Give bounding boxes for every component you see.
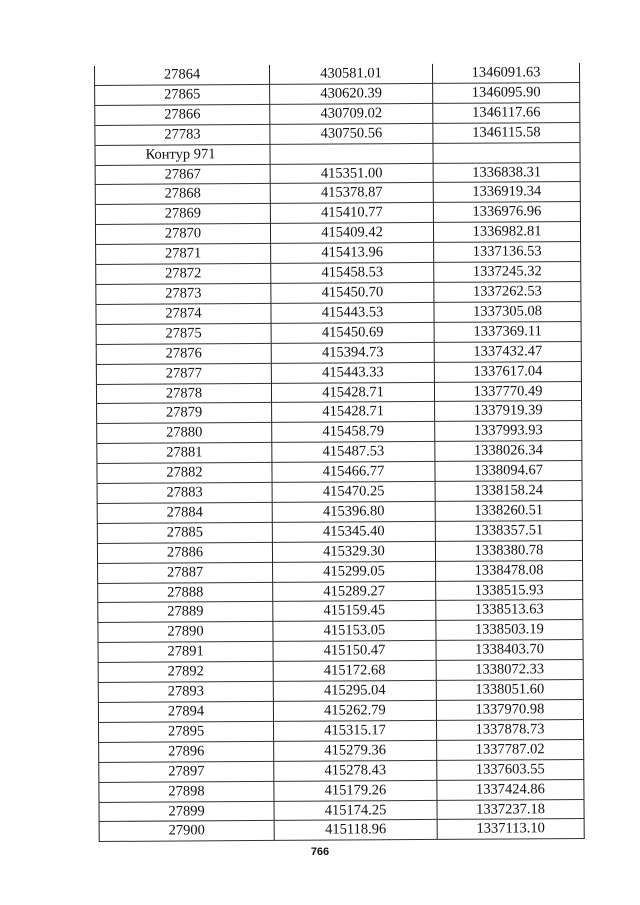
point-id-cell: 27884 — [97, 502, 272, 523]
x-coordinate-cell: 415487.53 — [272, 442, 435, 463]
point-id-cell: 27880 — [97, 423, 272, 444]
y-coordinate-cell: 1338051.60 — [436, 680, 583, 701]
x-coordinate-cell: 415378.87 — [270, 183, 433, 204]
x-coordinate-cell: 415443.53 — [271, 302, 434, 323]
point-id-cell: 27895 — [99, 721, 274, 742]
point-id-cell: 27867 — [95, 164, 270, 185]
x-coordinate-cell: 415396.80 — [272, 501, 435, 522]
y-coordinate-cell: 1338513.63 — [436, 600, 583, 621]
point-id-cell: 27870 — [95, 224, 270, 245]
x-coordinate-cell: 415470.25 — [272, 481, 435, 502]
y-coordinate-cell: 1337245.32 — [434, 262, 581, 283]
table-row — [99, 779, 584, 802]
table-row — [96, 301, 581, 324]
y-coordinate-cell: 1336838.31 — [433, 162, 580, 183]
y-coordinate-cell: 1337617.04 — [434, 361, 581, 382]
x-coordinate-cell: 415450.70 — [271, 282, 434, 303]
x-coordinate-cell: 415295.04 — [273, 681, 436, 702]
table-row — [94, 63, 579, 85]
table-row — [96, 281, 581, 304]
point-id-cell: 27891 — [98, 642, 273, 663]
table-row — [97, 520, 582, 543]
x-coordinate-cell: 415278.43 — [274, 760, 437, 781]
table-row — [95, 82, 580, 105]
x-coordinate-cell: 415443.33 — [271, 362, 434, 383]
table-row — [96, 381, 581, 404]
point-id-cell: 27896 — [99, 741, 274, 762]
point-id-cell: 27881 — [97, 443, 272, 464]
y-coordinate-cell: 1336919.34 — [433, 182, 580, 203]
y-coordinate-cell: 1338503.19 — [436, 620, 583, 641]
y-coordinate-cell: 1346115.58 — [433, 122, 580, 143]
point-id-cell: 27882 — [97, 463, 272, 484]
table-row — [97, 401, 582, 424]
x-coordinate-cell: 415289.27 — [273, 581, 436, 602]
x-coordinate-cell: 415428.71 — [272, 402, 435, 423]
empty-cell — [270, 143, 433, 164]
table-row — [96, 242, 581, 265]
table-row — [98, 620, 583, 643]
y-coordinate-cell: 1337878.73 — [437, 719, 584, 740]
point-id-cell: 27871 — [96, 244, 271, 265]
y-coordinate-cell: 1337770.49 — [434, 381, 581, 402]
x-coordinate-cell: 415410.77 — [270, 203, 433, 224]
table-row — [98, 560, 583, 583]
x-coordinate-cell: 415329.30 — [272, 541, 435, 562]
y-coordinate-cell: 1337369.11 — [434, 321, 581, 342]
point-id-cell: 27878 — [96, 383, 271, 404]
point-id-cell: 27783 — [95, 124, 270, 145]
y-coordinate-cell: 1337237.18 — [437, 799, 584, 820]
point-id-cell: 27868 — [95, 184, 270, 205]
x-coordinate-cell: 415262.79 — [273, 700, 436, 721]
coordinates-table-body — [94, 63, 584, 842]
point-id-cell: 27877 — [96, 363, 271, 384]
point-id-cell: 27869 — [95, 204, 270, 225]
x-coordinate-cell: 415458.79 — [272, 422, 435, 443]
contour-label: Контур 971 — [95, 144, 270, 165]
y-coordinate-cell: 1336982.81 — [433, 222, 580, 243]
point-id-cell: 27866 — [95, 104, 270, 125]
y-coordinate-cell: 1338515.93 — [436, 580, 583, 601]
point-id-cell: 27888 — [98, 582, 273, 603]
x-coordinate-cell: 415172.68 — [273, 661, 436, 682]
y-coordinate-cell: 1337432.47 — [434, 341, 581, 362]
point-id-cell: 27873 — [96, 283, 271, 304]
table-row — [97, 441, 582, 464]
y-coordinate-cell: 1338478.08 — [436, 560, 583, 581]
table-row — [98, 600, 583, 623]
y-coordinate-cell: 1338094.67 — [435, 461, 582, 482]
point-id-cell: 27898 — [99, 781, 274, 802]
y-coordinate-cell: 1337787.02 — [437, 739, 584, 760]
table-row — [98, 700, 583, 723]
y-coordinate-cell: 1337603.55 — [437, 759, 584, 780]
x-coordinate-cell: 430709.02 — [270, 103, 433, 124]
table-row — [98, 660, 583, 683]
point-id-cell: 27900 — [99, 821, 274, 842]
y-coordinate-cell: 1338026.34 — [435, 441, 582, 462]
x-coordinate-cell: 415153.05 — [273, 621, 436, 642]
x-coordinate-cell: 415351.00 — [270, 163, 433, 184]
y-coordinate-cell: 1337919.39 — [435, 401, 582, 422]
point-id-cell: 27879 — [97, 403, 272, 424]
point-id-cell: 27890 — [98, 622, 273, 643]
table-row — [95, 162, 580, 185]
table-row — [96, 341, 581, 364]
y-coordinate-cell: 1338072.33 — [436, 660, 583, 681]
y-coordinate-cell: 1338158.24 — [435, 481, 582, 502]
table-row — [95, 202, 580, 225]
point-id-cell: 27892 — [98, 662, 273, 683]
y-coordinate-cell: 1337113.10 — [437, 819, 584, 840]
x-coordinate-cell: 415345.40 — [272, 521, 435, 542]
x-coordinate-cell: 415466.77 — [272, 462, 435, 483]
table-row — [97, 481, 582, 504]
x-coordinate-cell: 430620.39 — [270, 83, 433, 104]
point-id-cell: 27876 — [96, 343, 271, 364]
y-coordinate-cell: 1337305.08 — [434, 301, 581, 322]
y-coordinate-cell: 1337136.53 — [434, 242, 581, 263]
x-coordinate-cell: 415179.26 — [274, 780, 437, 801]
y-coordinate-cell: 1338403.70 — [436, 640, 583, 661]
x-coordinate-cell: 415299.05 — [273, 561, 436, 582]
point-id-cell: 27864 — [94, 65, 269, 85]
coordinates-table — [94, 63, 585, 842]
point-id-cell: 27893 — [98, 682, 273, 703]
point-id-cell: 27887 — [98, 562, 273, 583]
y-coordinate-cell: 1338357.51 — [435, 520, 582, 541]
table-row — [97, 500, 582, 523]
table-row — [99, 719, 584, 742]
x-coordinate-cell: 415428.71 — [271, 382, 434, 403]
point-id-cell: 27865 — [95, 84, 270, 105]
table-row — [95, 102, 580, 125]
table-row — [97, 421, 582, 444]
table-row — [98, 580, 583, 603]
y-coordinate-cell: 1338380.78 — [435, 540, 582, 561]
table-row — [95, 182, 580, 205]
table-row — [99, 819, 584, 842]
point-id-cell: 27899 — [99, 801, 274, 822]
y-coordinate-cell: 1346117.66 — [433, 102, 580, 123]
x-coordinate-cell: 430581.01 — [269, 64, 432, 84]
x-coordinate-cell: 415279.36 — [274, 740, 437, 761]
table-row — [97, 540, 582, 563]
table-row — [96, 361, 581, 384]
point-id-cell: 27875 — [96, 323, 271, 344]
point-id-cell: 27897 — [99, 761, 274, 782]
point-id-cell: 27885 — [97, 522, 272, 543]
point-id-cell: 27883 — [97, 482, 272, 503]
page-number: 766 — [310, 846, 330, 858]
coordinates-table-wrapper — [94, 63, 581, 842]
y-coordinate-cell: 1337993.93 — [435, 421, 582, 442]
empty-cell — [433, 142, 580, 163]
y-coordinate-cell: 1346091.63 — [432, 63, 579, 83]
table-row — [99, 739, 584, 762]
point-id-cell: 27889 — [98, 602, 273, 623]
x-coordinate-cell: 415450.69 — [271, 322, 434, 343]
y-coordinate-cell: 1337424.86 — [437, 779, 584, 800]
point-id-cell: 27872 — [96, 263, 271, 284]
table-row — [98, 680, 583, 703]
table-row — [98, 640, 583, 663]
y-coordinate-cell: 1337970.98 — [436, 700, 583, 721]
table-row — [96, 321, 581, 344]
x-coordinate-cell: 415413.96 — [271, 243, 434, 264]
table-row — [96, 262, 581, 285]
point-id-cell: 27886 — [97, 542, 272, 563]
point-id-cell: 27874 — [96, 303, 271, 324]
x-coordinate-cell: 415150.47 — [273, 641, 436, 662]
table-row — [97, 461, 582, 484]
y-coordinate-cell: 1346095.90 — [433, 82, 580, 103]
x-coordinate-cell: 415458.53 — [271, 262, 434, 283]
x-coordinate-cell: 415394.73 — [271, 342, 434, 363]
point-id-cell: 27894 — [98, 701, 273, 722]
x-coordinate-cell: 415118.96 — [274, 820, 437, 841]
table-row — [95, 122, 580, 145]
y-coordinate-cell: 1336976.96 — [433, 202, 580, 223]
y-coordinate-cell: 1337262.53 — [434, 281, 581, 302]
x-coordinate-cell: 415174.25 — [274, 800, 437, 821]
x-coordinate-cell: 415409.42 — [270, 223, 433, 244]
table-row — [99, 759, 584, 782]
x-coordinate-cell: 415315.17 — [274, 720, 437, 741]
table-row — [95, 222, 580, 245]
y-coordinate-cell: 1338260.51 — [435, 500, 582, 521]
x-coordinate-cell: 430750.56 — [270, 123, 433, 144]
x-coordinate-cell: 415159.45 — [273, 601, 436, 622]
table-row — [99, 799, 584, 822]
